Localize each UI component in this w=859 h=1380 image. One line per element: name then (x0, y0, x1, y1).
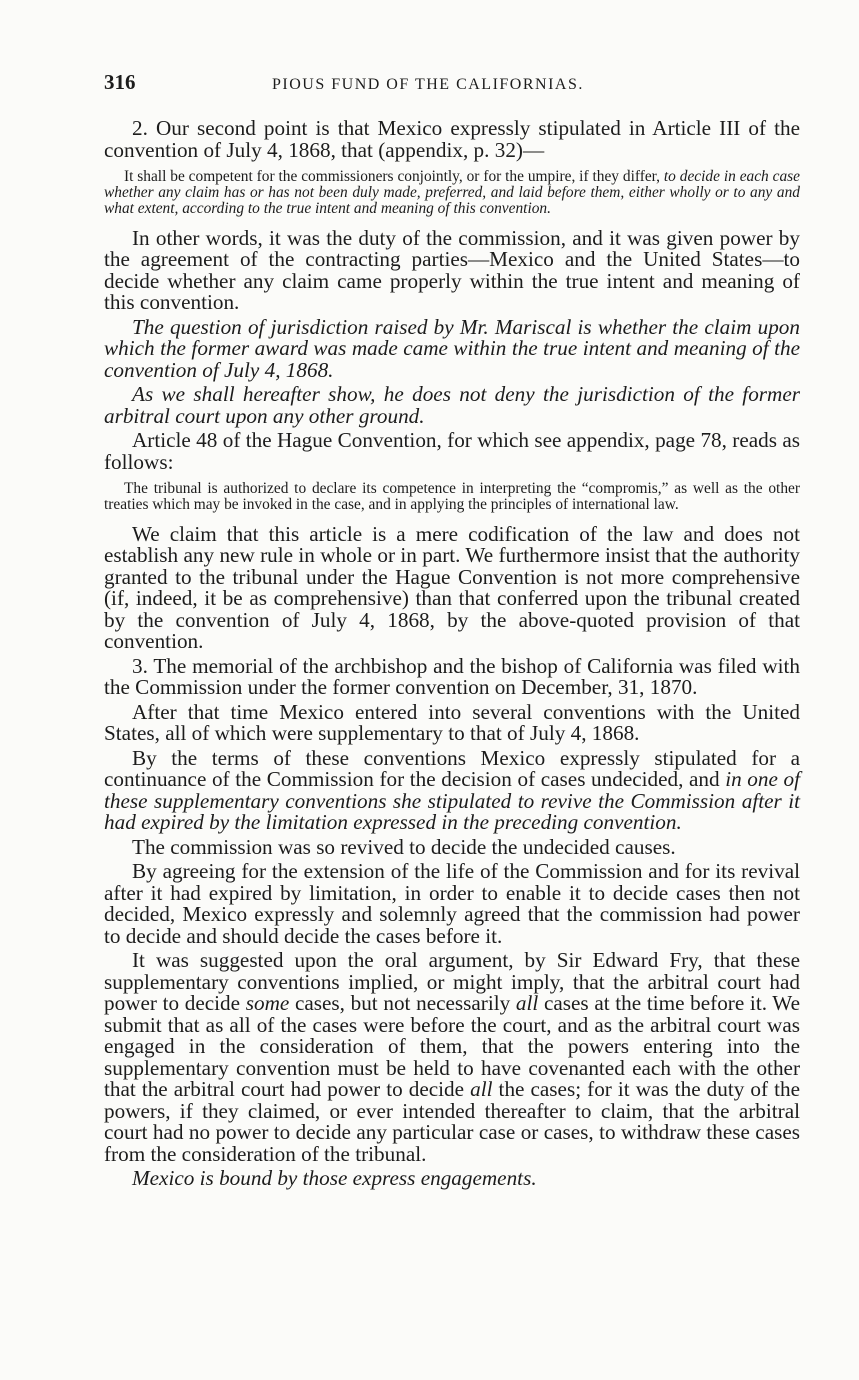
paragraph-several-conventions: After that time Mexico entered into several conventions with the United States, all of which were supplementary to that of July 4, 1868. (104, 699, 800, 746)
paragraph-terms-of-conventions (104, 745, 800, 835)
quote-article-iii-roman: It shall be competent for the commissioners conjointly, or for the umpire, if they differ, (124, 168, 664, 185)
oral-argument-text-4: the cases; for it was the duty of the powers, if they claimed, or ever intended thereafter to claim, that the arbitral court had no power to decide any particular case or cases, to withdraw these cases from the consideration of the tribunal. (104, 1077, 800, 1166)
paragraph-hereafter-show: As we shall hereafter show, he does not deny the jurisdiction of the former arbitral court upon any other ground. (104, 382, 800, 428)
terms-italic: in one of these supplementary conventions she stipulated to revive the Commission after it had expired by the limitation expressed in the preceding convention. (104, 767, 800, 835)
running-title: PIOUS FUND OF THE CALIFORNIAS. (272, 76, 584, 93)
oral-argument-text-2: cases, but not necessarily (289, 991, 516, 1016)
oral-argument-text-1: It was suggested upon the oral argument, by Sir Edward Fry, that these supplementary conventions implied, or might imply, that the arbitral court had power to decide (104, 948, 800, 1016)
paragraph-commission-revived: The commission was so revived to decide the undecided causes. (132, 834, 676, 859)
paragraph-extension-of-life: By agreeing for the extension of the life of the Commission and for its revival after it had expired by limitation, in order to enable it to decide cases then not decided, Mexico expressly and solemnly agreed that the commission had power to decide and should decide the cases before it. (104, 859, 800, 948)
paragraph-second-point: 2. Our second point is that Mexico expressly stipulated in Article III of the convention of July 4, 1868, that (appendix, p. 32)— (104, 116, 800, 162)
paragraph-article-48: Article 48 of the Hague Convention, for which see appendix, page 78, reads as follows: (104, 428, 800, 474)
quote-hague-article-48: The tribunal is authorized to declare its competence in interpreting the “compromis,” as well as the other treaties which may be invoked in the case, and in applying the principles of international law. (104, 480, 800, 514)
document-page (104, 70, 800, 1190)
paragraph-codification: We claim that this article is a mere codification of the law and does not establish any new rule in whole or in part. We furthermore insist that the authority granted to the tribunal under the Hague Convention is not more comprehensive (if, indeed, it be as comprehensive) than that conferred upon the tribunal created by the convention of July 4, 1868, by the above-quoted provision of that convention. (104, 521, 800, 654)
page-number: 316 (104, 70, 136, 94)
page-header (104, 70, 800, 104)
quote-article-iii (104, 169, 800, 218)
oral-argument-text-3: cases at the time before it. We submit that as all of the cases were before the court, and as the arbitral court was engaged in the consideration of them, that the powers entering into the supplementary convention must be held to have covenanted each with the other that the arbitral court had power to decide (104, 991, 800, 1102)
paragraph-question-of-jurisdiction: The question of jurisdiction raised by Mr. Mariscal is whether the claim upon which the former award was made came within the true intent and meaning of the convention of July 4, 1868. (104, 314, 800, 382)
emphasis-all-1: all (515, 991, 539, 1016)
paragraph-duty-of-commission: In other words, it was the duty of the commission, and it was given power by the agreement of the contracting parties—Mexico and the United States—to decide whether any claim came properly within the true intent and meaning of this convention. (104, 225, 800, 315)
emphasis-some: some (245, 991, 290, 1016)
paragraph-mexico-bound: Mexico is bound by those express engagements. (132, 1166, 537, 1191)
paragraph-oral-argument (104, 950, 800, 1165)
paragraph-memorial: 3. The memorial of the archbishop and the bishop of California was filed with the Commission under the former convention on December, 31, 1870. (104, 653, 800, 700)
terms-roman: By the terms of these conventions Mexico expressly stipulated for a continuance of the Commission for the decision of cases undecided, and (104, 745, 800, 792)
quote-article-iii-italic: to decide in each case whether any claim has or has not been duly made, preferred, and laid before them, either wholly or to any and what extent, according to the true intent and meaning of this convention. (104, 168, 800, 218)
emphasis-all-2: all (470, 1077, 493, 1102)
